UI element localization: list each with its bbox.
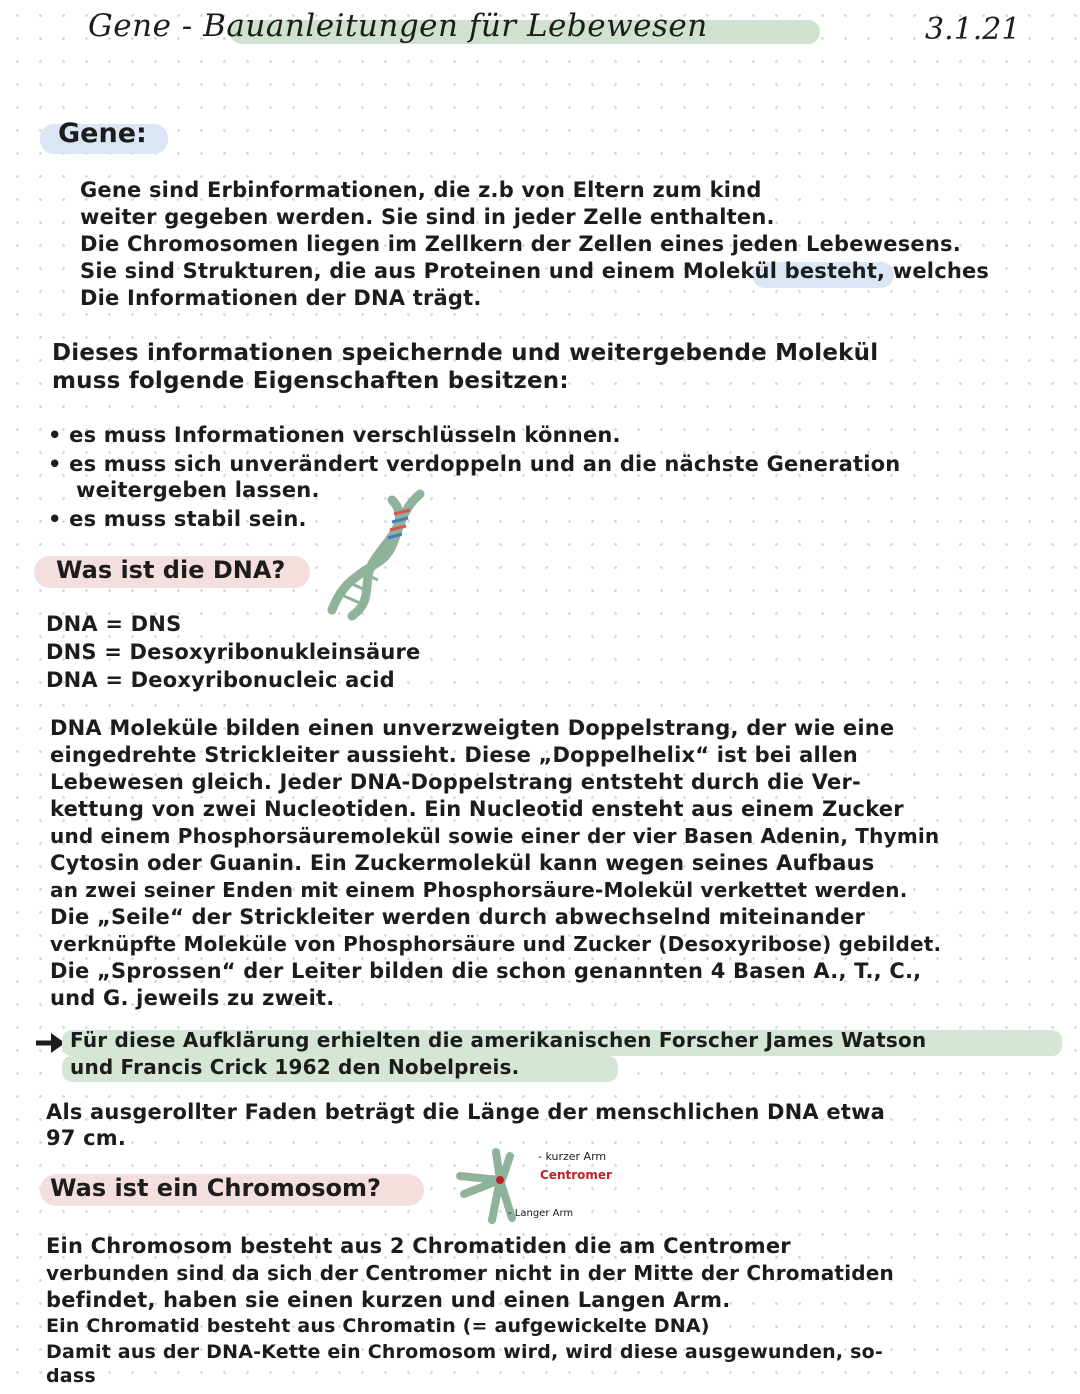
gene-line: Die Chromosomen liegen im Zellkern der Zellen eines jeden Lebewesens.: [80, 232, 961, 256]
dna-line: Lebewesen gleich. Jeder DNA-Doppelstrang entsteht durch die Ver-: [50, 770, 861, 794]
label-short-arm: - kurzer Arm: [538, 1150, 607, 1163]
gene-line: Die Informationen der DNA trägt.: [80, 286, 482, 310]
dna-length-line: 97 cm.: [46, 1126, 127, 1150]
nobel-line: Für diese Aufklärung erhielten die amerikanischen Forscher James Watson: [70, 1028, 927, 1052]
label-centromer: Centromer: [540, 1168, 612, 1182]
chromosom-line: Ein Chromatid besteht aus Chromatin (= aufgewickelte DNA): [46, 1315, 710, 1337]
label-long-arm: - Langer Arm: [508, 1208, 574, 1219]
bullet-item: • es muss stabil sein.: [48, 507, 307, 531]
dna-line: DNA Moleküle bilden einen unverzweigten Doppelstrang, der wie eine: [50, 716, 895, 740]
dna-line: Die „Seile“ der Strickleiter werden durch abwechselnd miteinander: [50, 905, 866, 929]
dna-line: und G. jeweils zu zweit.: [50, 986, 335, 1010]
nobel-line: und Francis Crick 1962 den Nobelpreis.: [70, 1055, 520, 1079]
dna-line: und einem Phosphorsäuremolekül sowie einer der vier Basen Adenin, Thymin: [50, 824, 940, 848]
chromosom-heading: Was ist ein Chromosom?: [50, 1174, 381, 1202]
abbrev-line: DNA = DNS: [46, 612, 182, 636]
chromosom-line: befindet, haben sie einen kurzen und einen Langen Arm.: [46, 1288, 731, 1312]
bullet-item: • es muss sich unverändert verdoppeln und an die nächste Generation: [48, 452, 901, 476]
dna-line: an zwei seiner Enden mit einem Phosphorsäure-Molekül verkettet werden.: [50, 878, 908, 902]
dna-helix-icon: [322, 488, 432, 623]
dna-line: verknüpfte Moleküle von Phosphorsäure und Zucker (Desoxyribose) gebildet.: [50, 932, 942, 956]
gene-heading: Gene:: [58, 118, 147, 149]
page-title: Gene - Bauanleitungen für Lebewesen: [88, 8, 708, 44]
dna-line: Cytosin oder Guanin. Ein Zuckermolekül kann wegen seines Aufbaus: [50, 851, 875, 875]
chromosom-line: Ein Chromosom besteht aus 2 Chromatiden die am Centromer: [46, 1234, 791, 1258]
abbrev-line: DNA = Deoxyribonucleic acid: [46, 668, 395, 692]
eigenschaften-intro: Dieses informationen speichernde und weitergebende Molekül: [52, 340, 879, 366]
dna-line: kettung von zwei Nucleotiden. Ein Nucleotid ensteht aus einem Zucker: [50, 797, 904, 821]
bullet-item: • es muss Informationen verschlüsseln können.: [48, 423, 621, 447]
gene-line: Gene sind Erbinformationen, die z.b von Eltern zum kind: [80, 178, 762, 202]
gene-line: weiter gegeben werden. Sie sind in jeder Zelle enthalten.: [80, 205, 775, 229]
chromosom-line: Damit aus der DNA-Kette ein Chromosom wird, wird diese ausgewunden, so-: [46, 1341, 883, 1363]
page-date: 3.1.21: [925, 12, 1021, 47]
dna-length-line: Als ausgerollter Faden beträgt die Länge der menschlichen DNA etwa: [46, 1100, 886, 1124]
abbrev-line: DNS = Desoxyribonukleinsäure: [46, 640, 421, 664]
dna-heading: Was ist die DNA?: [56, 556, 286, 584]
dna-line: eingedrehte Strickleiter aussieht. Diese „Doppelhelix“ ist bei allen: [50, 743, 858, 767]
gene-line: Sie sind Strukturen, die aus Proteinen und einem Molekül besteht, welches: [80, 259, 990, 283]
bullet-continuation: weitergeben lassen.: [76, 478, 320, 502]
eigenschaften-intro: muss folgende Eigenschaften besitzen:: [52, 368, 569, 394]
chromosom-line: dass: [46, 1365, 96, 1387]
chromosom-line: verbunden sind da sich der Centromer nicht in der Mitte der Chromatiden: [46, 1261, 894, 1285]
dna-line: Die „Sprossen“ der Leiter bilden die schon genannten 4 Basen A., T., C.,: [50, 959, 922, 983]
